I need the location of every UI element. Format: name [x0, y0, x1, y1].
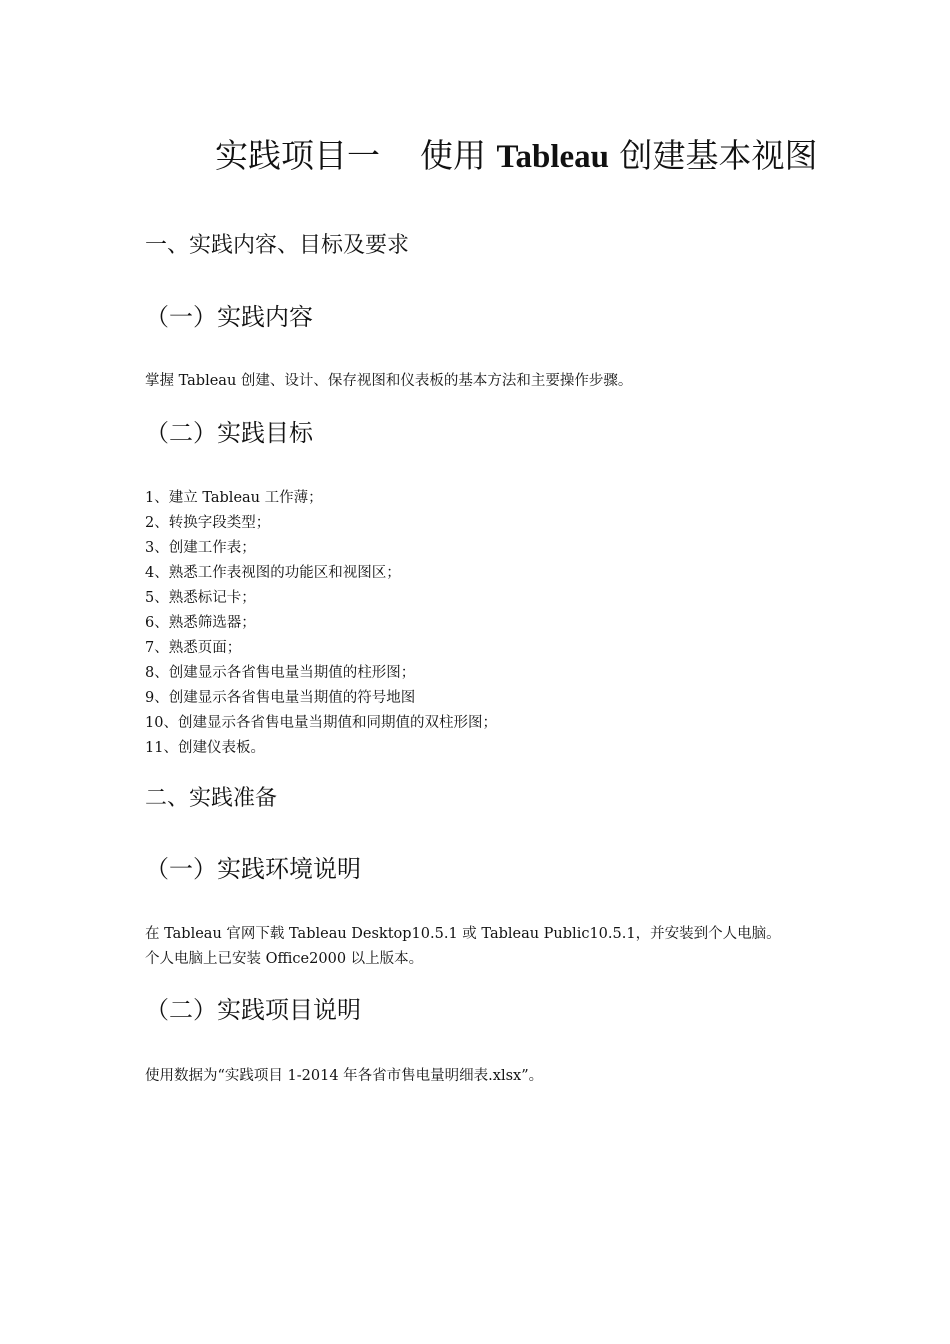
list-item: 11、创建仪表板。 [145, 740, 265, 756]
document-title [215, 134, 818, 179]
subsection-heading-environment: （一）实践环境说明 [145, 855, 361, 883]
title-prefix: 使用 [420, 136, 486, 175]
section-heading-2: 二、实践准备 [145, 786, 278, 811]
list-item: 6、熟悉筛选器； [145, 615, 256, 631]
goals-list [145, 486, 497, 761]
practice-content-text: 掌握 Tableau 创建、设计、保存视图和仪表板的基本方法和主要操作步骤。 [145, 373, 633, 389]
environment-text-line-2: 个人电脑上已安装 Office2000 以上版本。 [145, 951, 424, 967]
list-item: 2、转换字段类型； [145, 515, 271, 531]
title-suffix: 创建基本视图 [619, 136, 818, 175]
project-description-text: 使用数据为“实践项目 1-2014 年各省市售电量明细表.xlsx”。 [145, 1068, 544, 1084]
list-item: 8、创建显示各省售电量当期值的柱形图； [145, 665, 416, 681]
list-item: 4、熟悉工作表视图的功能区和视图区； [145, 565, 401, 581]
subsection-heading-content: （一）实践内容 [145, 303, 313, 331]
title-main: 实践项目一 [215, 136, 380, 175]
section-heading-1: 一、实践内容、目标及要求 [145, 233, 410, 258]
list-item: 7、熟悉页面； [145, 640, 242, 656]
subsection-heading-project: （二）实践项目说明 [145, 996, 361, 1024]
list-item: 3、创建工作表； [145, 540, 256, 556]
title-brand: Tableau [496, 139, 610, 175]
list-item: 5、熟悉标记卡； [145, 590, 256, 606]
environment-text-line-1: 在 Tableau 官网下载 Tableau Desktop10.5.1 或 Tableau Public10.5.1，并安装到个人电脑。 [145, 926, 781, 942]
list-item: 10、创建显示各省售电量当期值和同期值的双柱形图； [145, 715, 497, 731]
subsection-heading-goals: （二）实践目标 [145, 419, 313, 447]
list-item: 9、创建显示各省售电量当期值的符号地图 [145, 690, 416, 706]
list-item: 1、建立 Tableau 工作薄； [145, 490, 323, 506]
